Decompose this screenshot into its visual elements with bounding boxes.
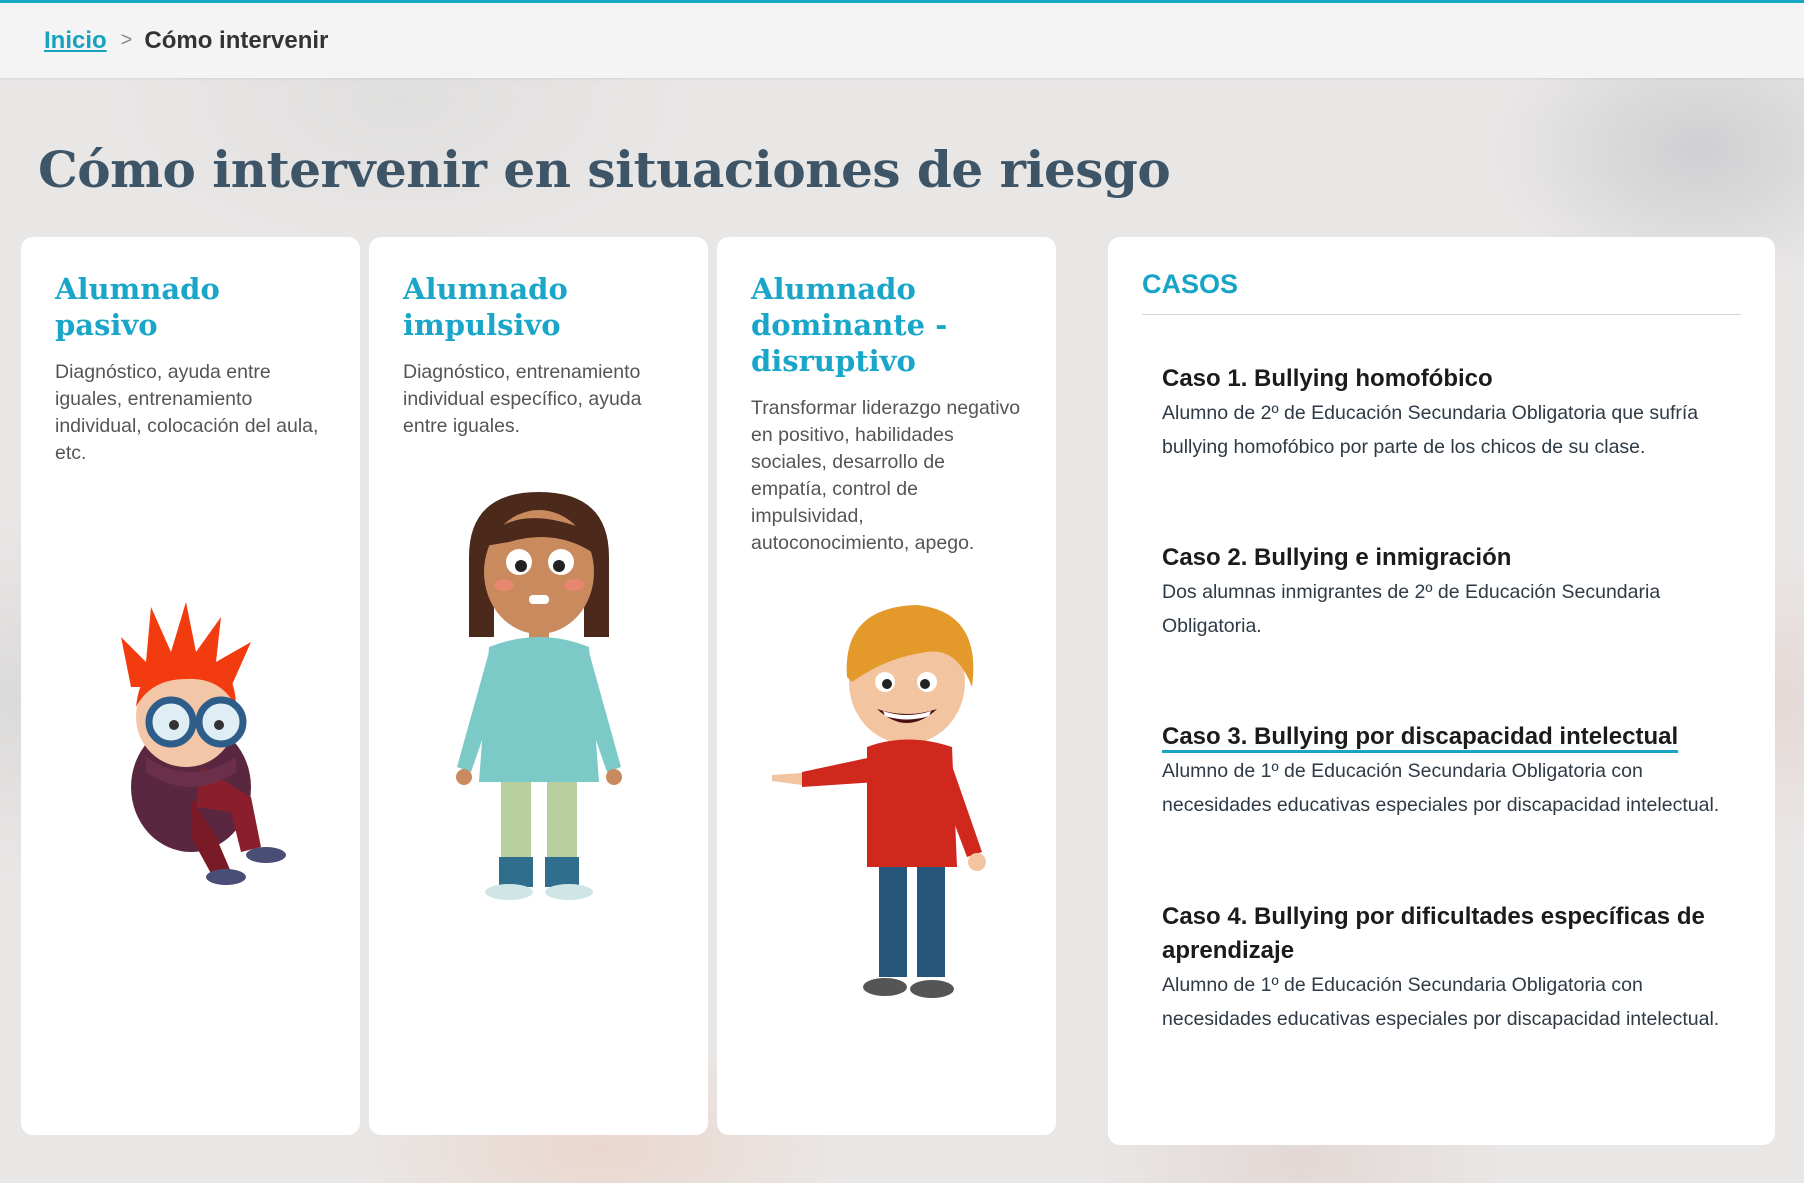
card-alumnado-pasivo[interactable] (21, 237, 360, 1135)
card-description: Diagnóstico, ayuda entre iguales, entrenamiento individual, colocación del aula, etc. (55, 361, 319, 464)
card-description: Diagnóstico, entrenamiento individual específico, ayuda entre iguales. (403, 361, 642, 437)
case-description: Alumno de 1º de Educación Secundaria Obligatoria con necesidades educativas especiales por discapacidad intelectual. (1162, 760, 1720, 816)
card-description: Transformar liderazgo negativo en positivo, habilidades sociales, desarrollo de empatía, control de impulsividad, autoconocimiento, apego. (751, 397, 1021, 554)
card-title[interactable]: Alumnado dominante - disruptivo (751, 272, 948, 378)
case-item-2[interactable] (1162, 541, 1742, 643)
case-description: Dos alumnas inmigrantes de 2º de Educación Secundaria Obligatoria. (1162, 581, 1661, 637)
card-title[interactable]: Alumnado impulsivo (403, 272, 568, 342)
breadcrumb-current: Cómo intervenir (144, 26, 329, 54)
case-title[interactable]: Caso 2. Bullying e inmigración (1162, 544, 1512, 571)
case-description: Alumno de 1º de Educación Secundaria Obligatoria con necesidades educativas especiales por discapacidad intelectual. (1162, 974, 1720, 1030)
page-title: Cómo intervenir en situaciones de riesgo (38, 140, 1171, 199)
case-title[interactable]: Caso 3. Bullying por discapacidad intelectual (1162, 723, 1679, 750)
card-alumnado-impulsivo[interactable] (369, 237, 708, 1135)
passive-student-illustration (101, 597, 311, 887)
breadcrumb-separator: > (120, 29, 133, 51)
dominant-student-illustration (767, 597, 1017, 1017)
impulsive-student-illustration (449, 487, 629, 917)
breadcrumb-home-link[interactable]: Inicio (44, 26, 107, 54)
card-title[interactable]: Alumnado pasivo (55, 272, 220, 342)
breadcrumb (0, 0, 1804, 78)
cases-title: CASOS (1142, 269, 1741, 315)
case-item-3[interactable] (1162, 720, 1742, 822)
case-title[interactable]: Caso 1. Bullying homofóbico (1162, 365, 1493, 392)
case-title[interactable]: Caso 4. Bullying por dificultades específicas de aprendizaje (1162, 903, 1705, 964)
case-item-1[interactable] (1162, 362, 1742, 464)
card-alumnado-dominante[interactable] (717, 237, 1056, 1135)
case-item-4[interactable] (1162, 900, 1742, 1036)
case-description: Alumno de 2º de Educación Secundaria Obligatoria que sufría bullying homofóbico por parte de los chicos de su clase. (1162, 402, 1699, 458)
